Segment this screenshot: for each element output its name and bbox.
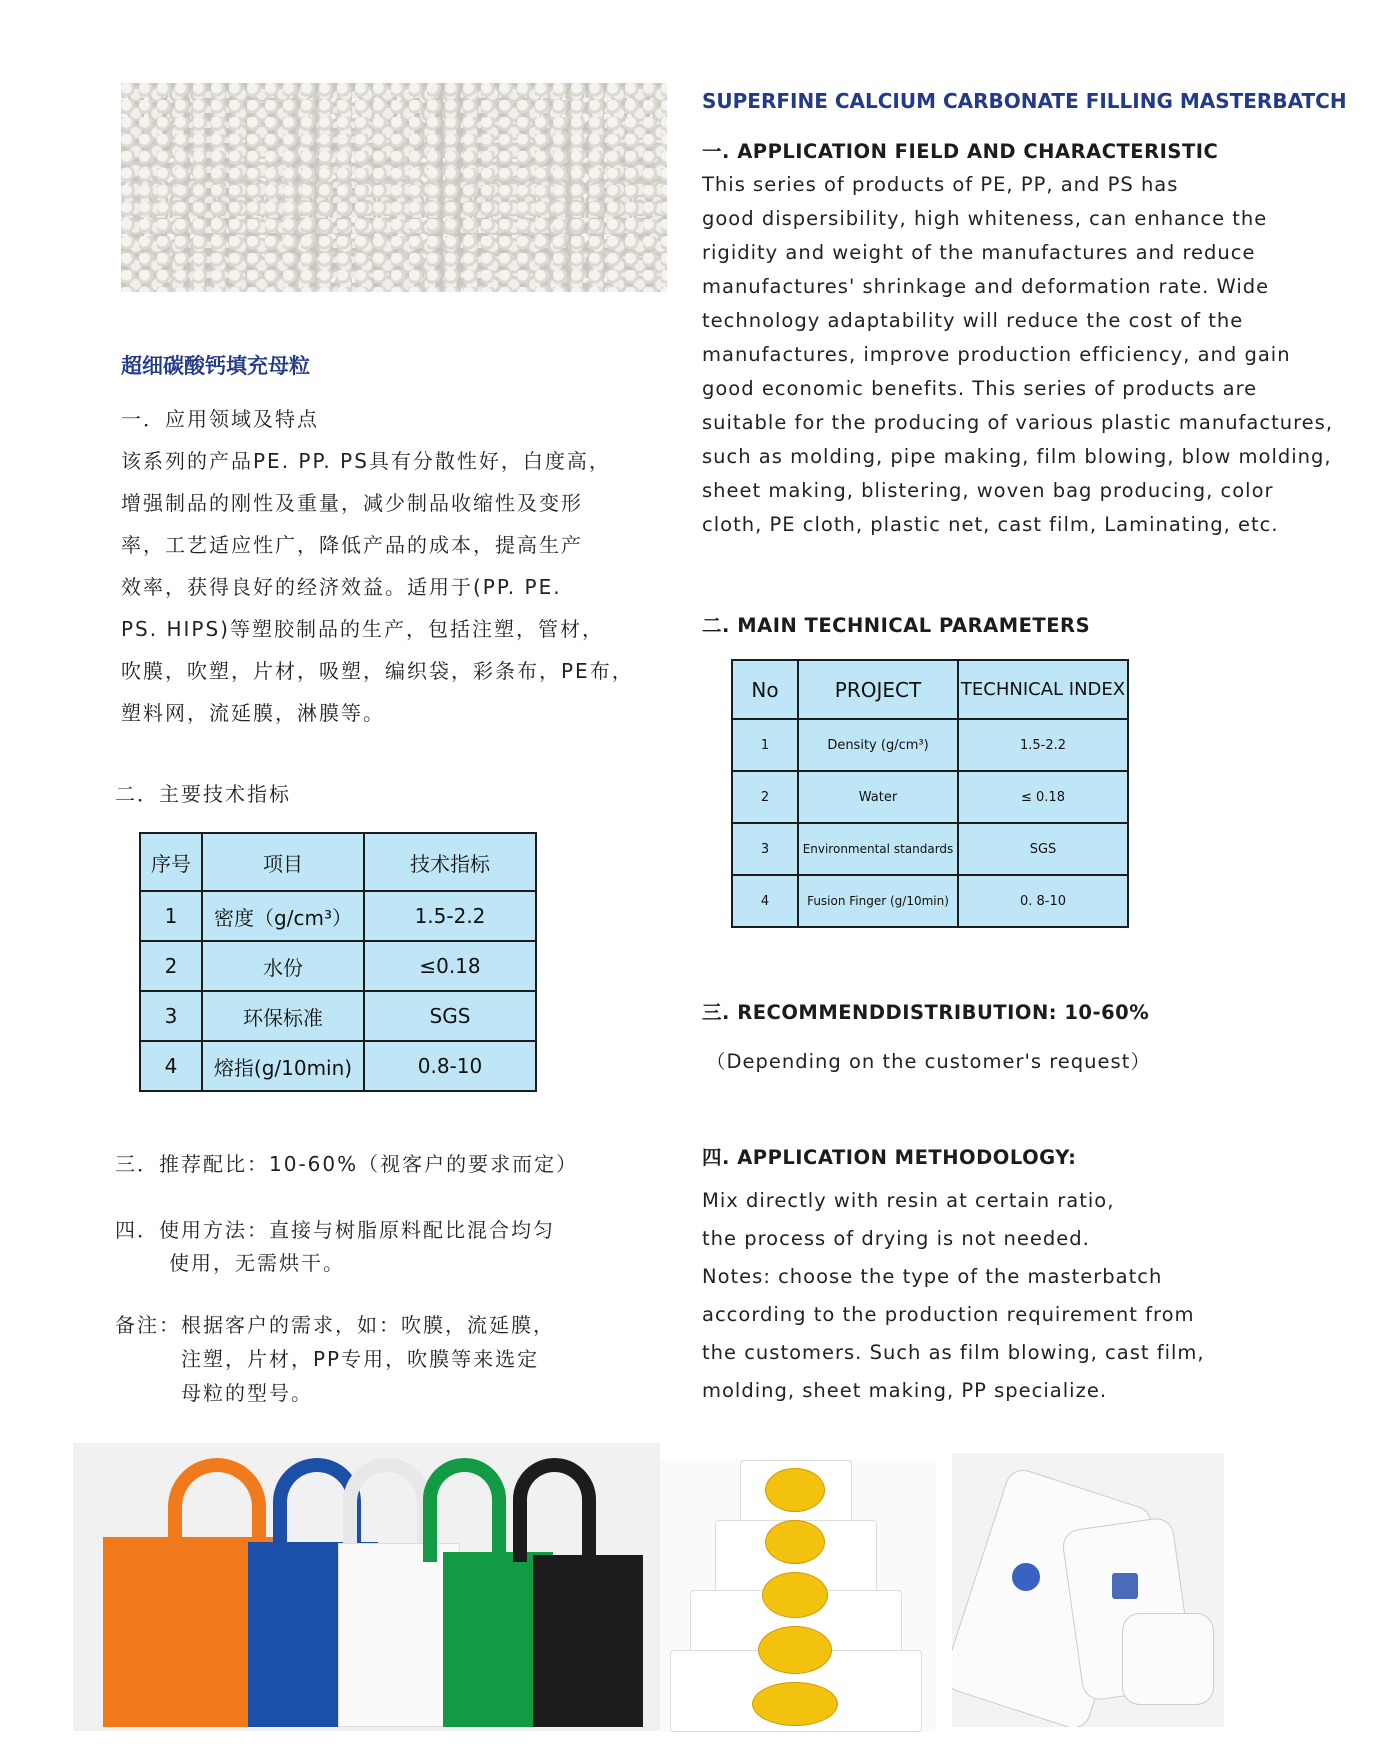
cn-body-line: 率，工艺适应性广，降低产品的成本，提高生产 [121, 533, 583, 557]
table-header-cell: PROJECT [798, 660, 958, 719]
cn-section4-line: 使用，无需烘干。 [169, 1251, 345, 1275]
table-cell: 4 [140, 1041, 202, 1091]
smiley-face [752, 1682, 838, 1726]
masterbatch-pellets-photo [121, 83, 667, 292]
table-header-cell: TECHNICAL INDEX [958, 660, 1128, 719]
en-body-line: such as molding, pipe making, film blowing, blow molding, [702, 445, 1332, 468]
table-cell: SGS [958, 823, 1128, 875]
en-section1-heading: 一. APPLICATION FIELD AND CHARACTERISTIC [702, 140, 1219, 163]
en-method-line: the process of drying is not needed. [702, 1227, 1090, 1250]
table-cell: Water [798, 771, 958, 823]
en-body-line: cloth, PE cloth, plastic net, cast film, Laminating, etc. [702, 513, 1279, 536]
table-cell: 1 [140, 891, 202, 941]
table-cell: Fusion Finger (g/10min) [798, 875, 958, 927]
table-row [140, 891, 536, 941]
table-cell: 0.8-10 [364, 1041, 536, 1091]
smiley-face [765, 1468, 825, 1512]
en-section2-heading: 二. MAIN TECHNICAL PARAMETERS [702, 614, 1091, 637]
en-body-line: good economic benefits. This series of products are [702, 377, 1258, 400]
express-bag-roll [1122, 1613, 1214, 1705]
table-cell: 2 [140, 941, 202, 991]
express-bags-photo [952, 1453, 1224, 1727]
cn-note-line: 母粒的型号。 [181, 1381, 313, 1405]
smiley-face [762, 1572, 828, 1618]
en-section3-note: （Depending on the customer's request） [706, 1050, 1151, 1073]
table-cell: 4 [732, 875, 798, 927]
table-row [140, 1041, 536, 1091]
table-row [732, 719, 1128, 771]
en-body-line: manufactures' shrinkage and deformation rate. Wide [702, 275, 1270, 298]
table-cell: Environmental standards [798, 823, 958, 875]
table-cell: 3 [140, 991, 202, 1041]
cn-body-line: 塑料网，流延膜，淋膜等。 [121, 701, 385, 725]
smiley-face [758, 1626, 832, 1674]
en-section1-body [702, 168, 1352, 542]
cn-product-title: 超细碳酸钙填充母粒 [121, 354, 310, 378]
table-row [140, 941, 536, 991]
table-cell: 水份 [202, 941, 364, 991]
en-body-line: rigidity and weight of the manufactures and reduce [702, 241, 1256, 264]
table-cell: 0. 8-10 [958, 875, 1128, 927]
cn-section4-line: 四．使用方法：直接与树脂原料配比混合均匀 [115, 1218, 555, 1242]
table-header-row [732, 660, 1128, 719]
table-header-cell: 序号 [140, 833, 202, 891]
table-cell: 1 [732, 719, 798, 771]
cn-spec-table [139, 832, 537, 1092]
bag-handle [423, 1458, 506, 1562]
table-cell: 3 [732, 823, 798, 875]
qr-code-icon [1112, 1573, 1138, 1599]
cn-body-line: 效率，获得良好的经济效益。适用于(PP. PE. [121, 575, 562, 599]
en-method-line: molding, sheet making, PP specialize. [702, 1379, 1108, 1402]
table-row [732, 771, 1128, 823]
en-body-line: technology adaptability will reduce the cost of the [702, 309, 1244, 332]
table-row [140, 991, 536, 1041]
en-section3-heading: 三. RECOMMENDDISTRIBUTION: 10-60% [702, 1001, 1150, 1024]
en-body-line: manufactures, improve production efficiency, and gain [702, 343, 1291, 366]
cn-section1-heading: 一．应用领域及特点 [121, 407, 319, 431]
cn-section1-body [121, 440, 641, 734]
table-cell: ≤ 0.18 [958, 771, 1128, 823]
smiley-face [765, 1520, 825, 1564]
table-cell: 熔指(g/10min) [202, 1041, 364, 1091]
cn-body-line: 该系列的产品PE. PP. PS具有分散性好，白度高， [121, 449, 611, 473]
table-header-cell: No [732, 660, 798, 719]
cn-body-line: 吹膜，吹塑，片材，吸塑，编织袋，彩条布，PE布， [121, 659, 634, 683]
en-body-line: This series of products of PE, PP, and PS has [702, 173, 1179, 196]
table-header-cell: 项目 [202, 833, 364, 891]
white-bag [338, 1543, 460, 1727]
en-body-line: sheet making, blistering, woven bag producing, color [702, 479, 1274, 502]
black-bag [533, 1555, 643, 1727]
table-cell: 2 [732, 771, 798, 823]
table-cell: 密度（g/cm³） [202, 891, 364, 941]
en-product-title: SUPERFINE CALCIUM CARBONATE FILLING MASTERBATCH [702, 89, 1347, 113]
table-cell: 1.5-2.2 [958, 719, 1128, 771]
table-cell: ≤0.18 [364, 941, 536, 991]
cn-section3-ratio: 三．推荐配比：10-60%（视客户的要求而定） [115, 1152, 579, 1176]
en-body-line: good dispersibility, high whiteness, can enhance the [702, 207, 1268, 230]
en-method-line: according to the production requirement from [702, 1303, 1195, 1326]
express-logo-icon [1012, 1563, 1040, 1591]
en-method-line: Mix directly with resin at certain ratio, [702, 1189, 1115, 1212]
cn-note-line: 备注：根据客户的需求，如：吹膜，流延膜， [115, 1313, 555, 1337]
en-method-line: the customers. Such as film blowing, cast film, [702, 1341, 1205, 1364]
table-cell: 环保标准 [202, 991, 364, 1041]
en-method-line: Notes: choose the type of the masterbatch [702, 1265, 1163, 1288]
table-cell: SGS [364, 991, 536, 1041]
bag-handle [513, 1458, 596, 1562]
en-body-line: suitable for the producing of various plastic manufactures, [702, 411, 1334, 434]
cn-section2-heading: 二．主要技术指标 [115, 782, 291, 806]
cn-body-line: 增强制品的刚性及重量，减少制品收缩性及变形 [121, 491, 583, 515]
en-section4-body [702, 1182, 1352, 1410]
table-cell: 1.5-2.2 [364, 891, 536, 941]
table-cell: Density (g/cm³) [798, 719, 958, 771]
table-row [732, 823, 1128, 875]
table-header-cell: 技术指标 [364, 833, 536, 891]
table-row [732, 875, 1128, 927]
en-section4-heading: 四. APPLICATION METHODOLOGY: [702, 1146, 1077, 1169]
en-spec-table [731, 659, 1129, 928]
non-woven-bags-photo [73, 1443, 660, 1731]
cn-note-line: 注塑，片材，PP专用，吹膜等来选定 [181, 1347, 540, 1371]
table-header-row [140, 833, 536, 891]
cn-body-line: PS. HIPS)等塑胶制品的生产，包括注塑，管材， [121, 617, 604, 641]
smiley-plastic-bags-photo [660, 1460, 936, 1732]
